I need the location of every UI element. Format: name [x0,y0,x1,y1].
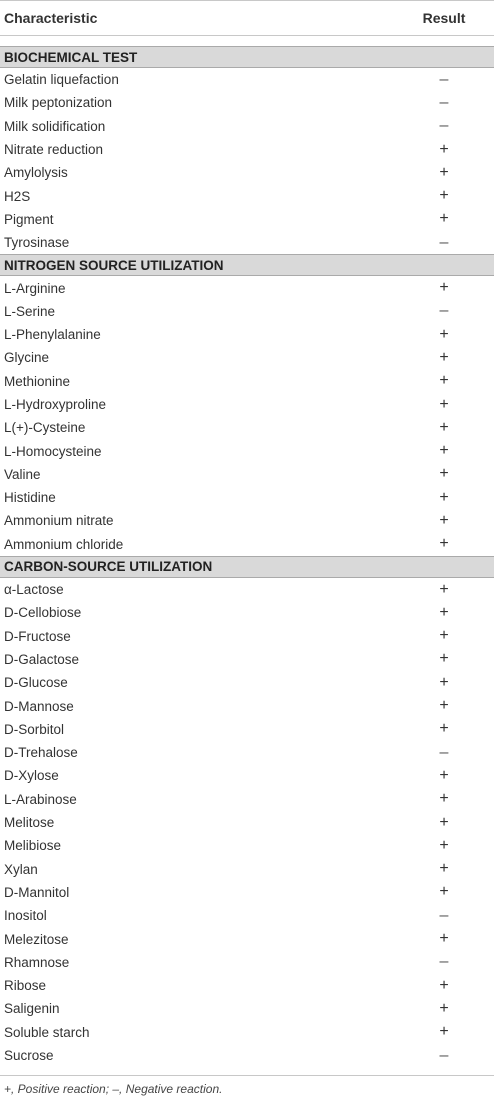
characteristic-name: Rhamnose [4,954,70,970]
table-row [0,509,494,532]
table-row [0,346,494,369]
table-row [0,834,494,857]
result-value: + [439,860,449,878]
characteristic-name: D-Fructose [4,628,71,644]
table-row [0,881,494,904]
result-value: + [439,163,449,181]
table-row [0,694,494,717]
characteristic-name: Sucrose [4,1048,54,1064]
characteristic-name: D-Trehalose [4,745,78,761]
table-row [0,300,494,323]
characteristic-name: Melitose [4,815,55,831]
characteristic-name: D-Sorbitol [4,721,65,737]
section-header: BIOCHEMICAL TEST [0,46,494,68]
table-row [0,1044,494,1067]
characteristic-name: Tyrosinase [4,235,70,251]
characteristic-name: L-Arabinose [4,791,77,807]
result-value: – [439,117,449,135]
result-value: + [439,603,449,621]
characteristic-name: Nitrate reduction [4,142,104,158]
characteristic-name: Milk solidification [4,118,106,134]
result-value: + [439,766,449,784]
result-value: + [439,418,449,436]
section-header: CARBON-SOURCE UTILIZATION [0,556,494,578]
table-row [0,764,494,787]
table-row [0,997,494,1020]
characteristic-name: Pigment [4,211,54,227]
characteristic-name: Inositol [4,908,47,924]
table-row [0,91,494,114]
header-result: Result [422,10,466,26]
table-row [0,788,494,811]
characteristic-name: Valine [4,466,41,482]
table-row [0,68,494,91]
characteristic-name: Ammonium chloride [4,536,124,552]
result-value: + [439,488,449,506]
result-value: + [439,580,449,598]
result-value: + [439,395,449,413]
table-row [0,463,494,486]
table-row [0,974,494,997]
table-row [0,858,494,881]
table-row [0,115,494,138]
section-header: NITROGEN SOURCE UTILIZATION [0,254,494,276]
result-value: + [439,187,449,205]
table-row [0,648,494,671]
characteristic-name: Xylan [4,861,38,877]
table-row [0,393,494,416]
characteristic-name: L-Serine [4,303,56,319]
table-row [0,208,494,231]
characteristic-name: L-Homocysteine [4,443,102,459]
result-value: – [439,302,449,320]
characteristic-name: L(+)-Cysteine [4,420,86,436]
table-row [0,578,494,601]
table-row [0,486,494,509]
table-row [0,927,494,950]
result-value: + [439,720,449,738]
result-value: – [439,906,449,924]
result-value: – [439,93,449,111]
table-row [0,1021,494,1044]
characteristic-name: Gelatin liquefaction [4,72,119,88]
result-value: + [439,372,449,390]
result-value: + [439,140,449,158]
characteristic-name: Methionine [4,373,71,389]
characteristic-name: D-Xylose [4,768,59,784]
table-footnote: +, Positive reaction; –, Negative reaction. [4,1082,223,1097]
result-value: + [439,813,449,831]
table-row [0,601,494,624]
result-value: + [439,976,449,994]
characteristic-name: D-Mannitol [4,884,70,900]
table-row [0,370,494,393]
characteristic-name: Ammonium nitrate [4,513,114,529]
result-value: + [439,348,449,366]
characteristic-name: L-Arginine [4,280,66,296]
table-row [0,323,494,346]
result-value: + [439,279,449,297]
characteristic-name: Melibiose [4,838,62,854]
result-value: + [439,1023,449,1041]
table-body [0,46,494,1067]
result-value: + [439,790,449,808]
characteristic-name: Histidine [4,490,56,506]
characteristic-name: H2S [4,188,31,204]
characteristic-name: L-Phenylalanine [4,327,101,343]
table-row [0,231,494,254]
result-value: + [439,836,449,854]
characteristic-name: D-Cellobiose [4,605,82,621]
table-header [0,1,494,36]
header-spacer [0,36,494,46]
table-row [0,741,494,764]
characteristic-name: Melezitose [4,931,69,947]
table-row [0,951,494,974]
table-row [0,718,494,741]
characteristic-name: Milk peptonization [4,95,113,111]
result-value: – [439,953,449,971]
result-value: + [439,325,449,343]
table-row [0,811,494,834]
table-bottom-rule [0,1075,494,1076]
result-value: + [439,650,449,668]
result-value: + [439,511,449,529]
characteristic-name: Amylolysis [4,165,68,181]
table-row [0,904,494,927]
characteristic-name: Saligenin [4,1001,60,1017]
characteristic-name: D-Galactose [4,651,80,667]
result-value: + [439,673,449,691]
result-value: + [439,883,449,901]
result-value: – [439,70,449,88]
result-value: + [439,535,449,553]
table-row [0,439,494,462]
table-row [0,184,494,207]
characteristic-name: D-Glucose [4,675,68,691]
result-value: + [439,210,449,228]
result-value: – [439,233,449,251]
result-value: + [439,465,449,483]
characteristic-name: Glycine [4,350,50,366]
table-row [0,671,494,694]
result-value: + [439,627,449,645]
result-value: – [439,1046,449,1064]
table-row [0,138,494,161]
result-value: + [439,442,449,460]
result-value: + [439,999,449,1017]
table-row [0,161,494,184]
characteristic-name: Ribose [4,978,47,994]
table-row [0,276,494,299]
table-row [0,625,494,648]
table-row [0,533,494,556]
result-value: – [439,743,449,761]
characteristic-name: Soluble starch [4,1024,90,1040]
result-value: + [439,930,449,948]
characteristic-name: α-Lactose [4,582,64,598]
characteristic-name: L-Hydroxyproline [4,397,107,412]
header-characteristic: Characteristic [4,10,98,26]
characteristic-name: D-Mannose [4,698,74,714]
result-value: + [439,697,449,715]
table-row [0,416,494,439]
